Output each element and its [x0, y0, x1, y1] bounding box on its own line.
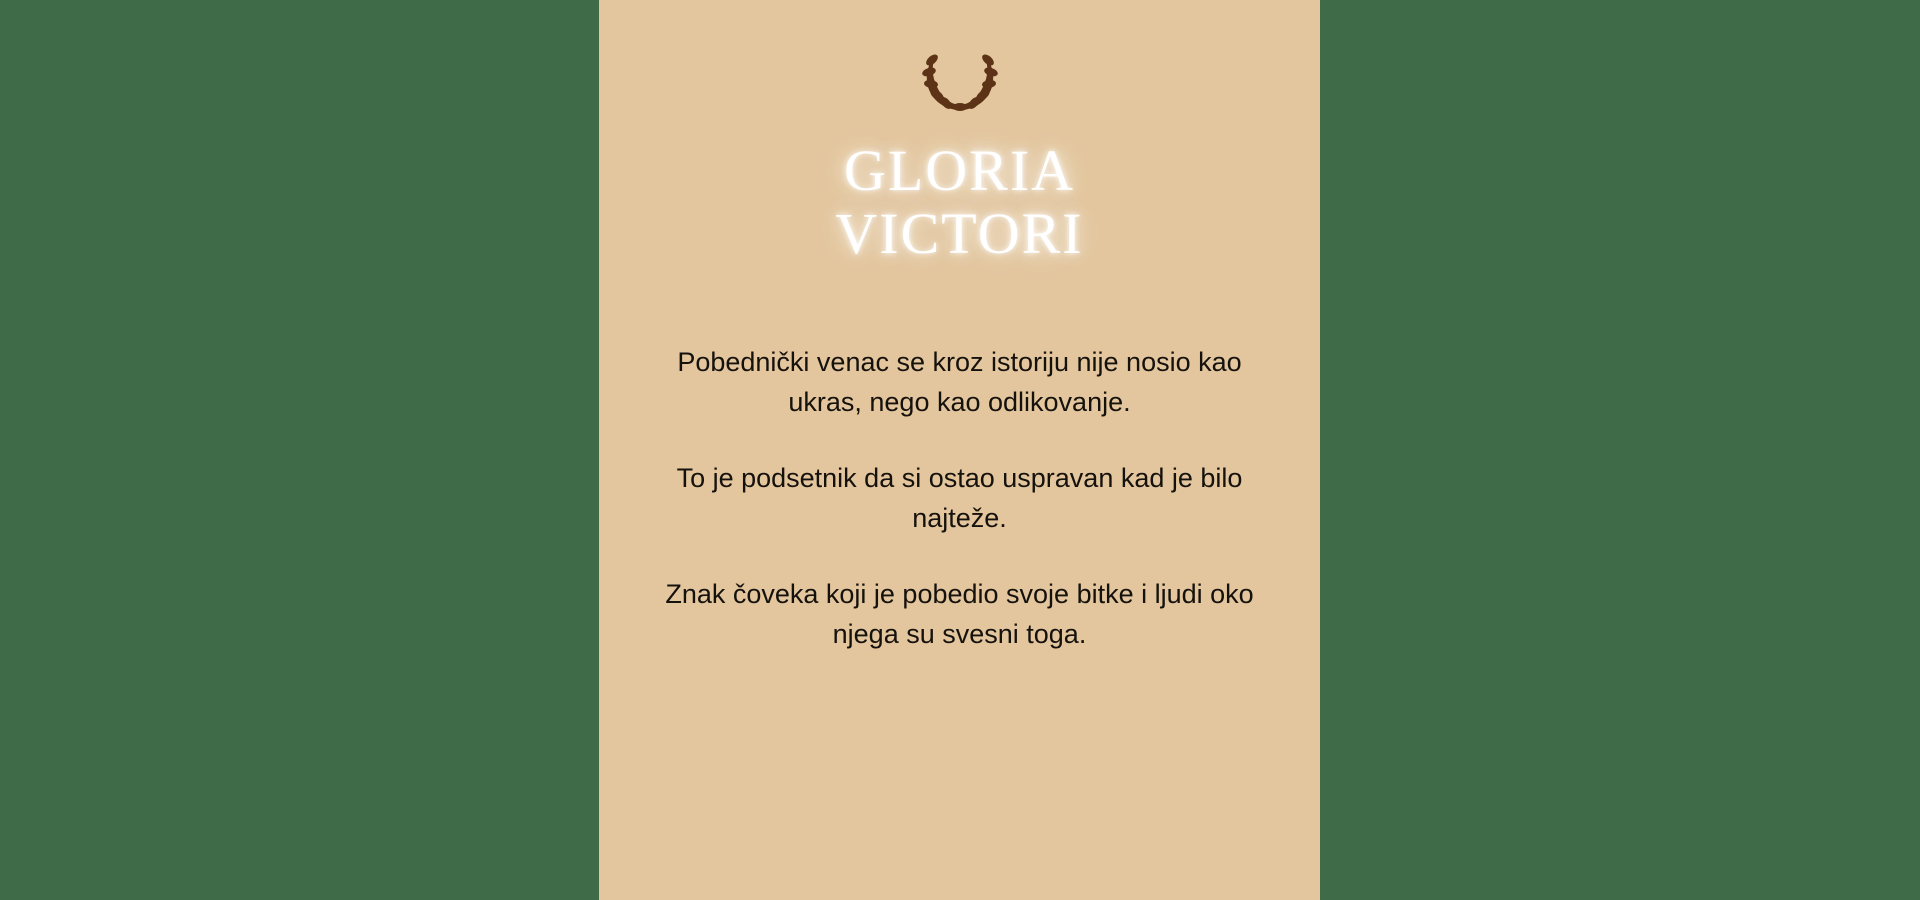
title-line-2: VICTORI [835, 200, 1084, 266]
body-paragraph-3: Znak čoveka koji je pobedio svoje bitke i ljudi oko njega su svesni toga. [665, 579, 1254, 650]
body-paragraph-2: To je podsetnik da si ostao uspravan kad je bilo najteže. [676, 463, 1243, 534]
title-line-1: GLORIA [843, 138, 1076, 203]
poster-card [599, 0, 1320, 900]
body-paragraph-1: Pobednički venac se kroz istoriju nije nosio kao ukras, nego kao odlikovanje. [677, 347, 1242, 418]
poster-title [835, 140, 1083, 265]
laurel-wreath-icon [905, 38, 1015, 118]
poster-body [660, 343, 1260, 655]
